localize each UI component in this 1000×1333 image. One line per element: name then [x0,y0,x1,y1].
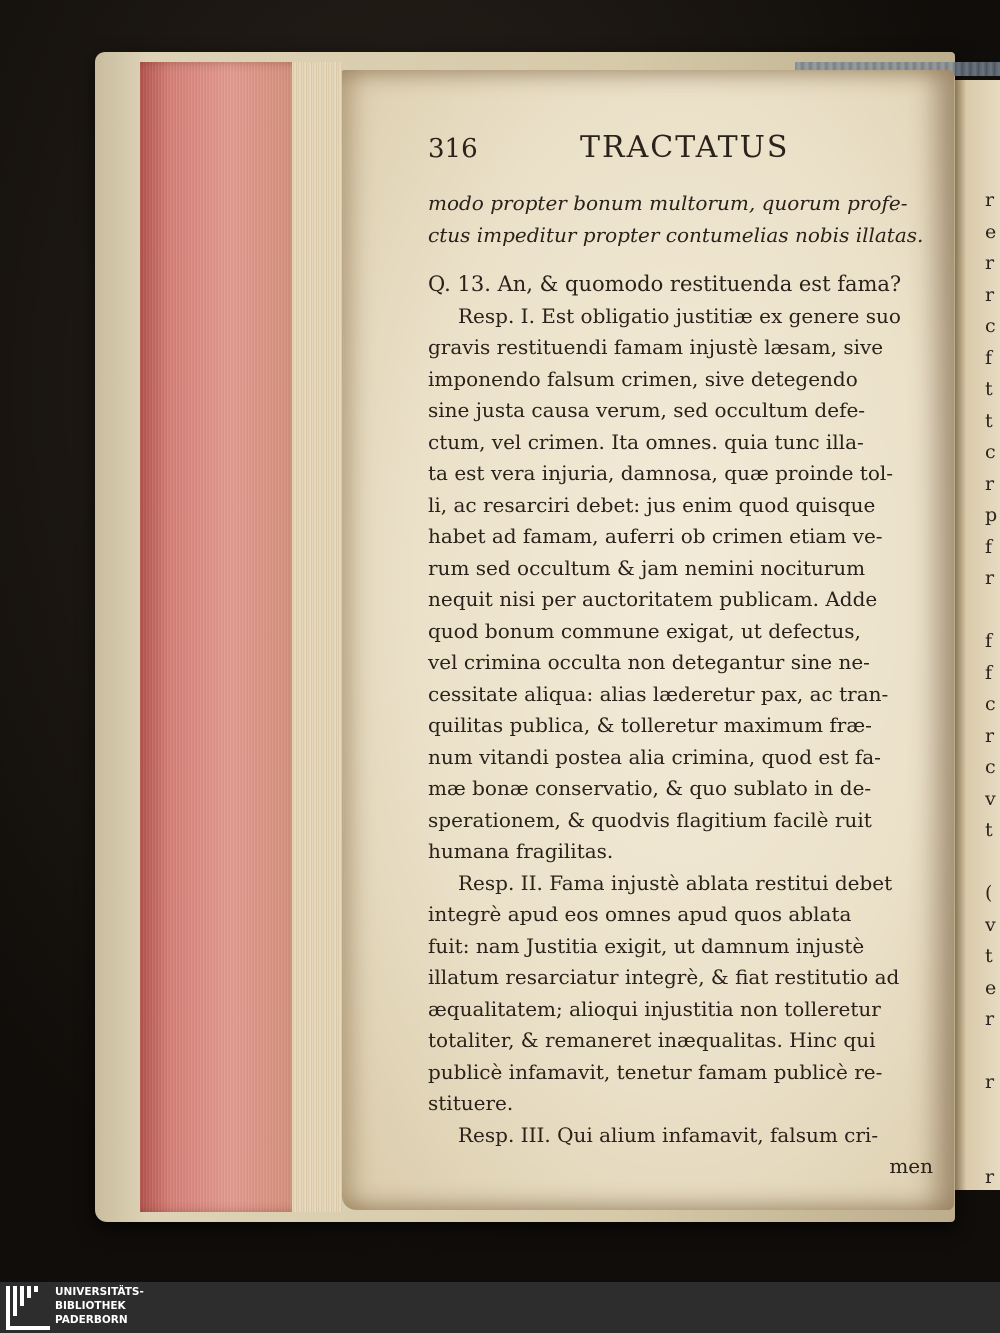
text-line: stituere. [428,1091,514,1115]
facing-page-letter: c [985,693,996,715]
text-line: Resp. II. Fama injustè ablata restitui debet [458,870,893,895]
text-line: mæ bonæ conservatio, & quo sublato in de- [428,776,872,800]
facing-page-letter: t [985,819,993,841]
facing-page-letter: f [985,535,993,558]
page-number: 316 [428,134,478,164]
facing-page-letter: r [985,1008,995,1030]
library-logo-icon [6,1286,50,1330]
text-line: quilitas publica, & tolleretur maximum fræ- [428,713,872,737]
running-head [428,128,928,168]
facing-page-letter: r [985,1071,995,1093]
facing-page-letter [985,1036,1000,1068]
text-line: æqualitatem; alioqui injustitia non tolleretur [428,996,881,1021]
text-line: ta est vera injuria, damnosa, quæ proinde tol- [428,461,894,485]
facing-page-letter: r [985,724,995,747]
text-line: humana fragilitas. [428,839,614,863]
facing-page-letter: e [985,220,997,243]
text-line: gravis restituendi famam injustè læsam, sive [428,335,884,359]
facing-page-letter: v [985,913,996,936]
text-line: fuit: nam Justitia exigit, ut damnum injustè [428,933,865,958]
facing-page-letter: t [985,378,993,400]
text-line: Resp. I. Est obligatio justitiæ ex genere suo [458,303,901,328]
text-line: ctum, vel crimen. Ita omnes. quia tunc illa- [428,429,864,454]
text-line: Resp. III. Qui alium infamavit, falsum cri- [458,1122,879,1147]
facing-page-letter: v [985,787,996,810]
text-line: cessitate aliqua: alias læderetur pax, ac tran- [428,681,889,706]
facing-page-letter: c [985,441,996,463]
text-line: sine justa causa verum, sed occultum defe- [428,398,866,422]
text-line: publicè infamavit, tenetur famam publicè re- [428,1059,883,1084]
facing-page-letter [985,595,1000,627]
facing-page-letter: r [985,567,995,589]
facing-page-letter: f [985,346,993,369]
library-name-line: UNIVERSITÄTS- [55,1286,144,1298]
facing-page-letter: ( [985,882,993,904]
text-line: habet ad famam, auferri ob crimen etiam ve- [428,524,883,548]
facing-page-letter: t [985,409,993,432]
library-name-line: BIBLIOTHEK [55,1300,126,1312]
facing-page-letter: p [985,504,998,526]
facing-page-letter: r [985,472,995,495]
library-name [55,1285,144,1327]
facing-page-letter [985,1130,1000,1162]
text-line: rum sed occultum & jam nemini nociturum [428,555,866,580]
facing-page-letter: c [985,315,996,337]
facing-page-letter: t [985,945,993,967]
page-edges-inner [292,62,342,1212]
text-line: vel crimina occulta non detegantur sine ne- [428,650,870,674]
facing-page-letter: r [985,1165,995,1188]
facing-page-letter: r [985,189,995,211]
text-line: nequit nisi per auctoritatem publicam. Adde [428,587,878,611]
facing-page-letter: e [985,976,997,999]
text-line: modo propter bonum multorum, quorum profe- [428,191,908,215]
facing-page-letter: r [985,252,995,274]
facing-page-letter: c [985,756,996,778]
catchword: men [889,1154,933,1178]
facing-page-letter [985,1099,1000,1131]
facing-page-letter: f [985,630,993,652]
running-head-title: TRACTATUS [580,130,790,165]
text-line: illatum resarciatur integrè, & fiat restitutio ad [428,965,900,989]
facing-page-letter [985,847,1000,879]
page-text [428,188,933,1183]
text-line: sperationem, & quodvis flagitium facilè ruit [428,807,872,832]
text-line: li, ac resarciri debet: jus enim quod quisque [428,492,876,517]
text-line: ctus impeditur propter contumelias nobis illatas. [428,222,924,247]
text-line: integrè apud eos omnes apud quos ablata [428,902,852,926]
facing-page-text [985,185,1000,1193]
facing-page-letter: f [985,661,993,684]
text-line: num vitandi postea alia crimina, quod est fa- [428,744,881,769]
question-heading: Q. 13. An, & quomodo restituenda est fama? [428,272,902,296]
text-line: imponendo falsum crimen, sive detegendo [428,366,858,391]
facing-page-letter: r [985,283,995,306]
library-footer [0,1282,1000,1333]
paragraph-gap [428,251,933,269]
text-line: totaliter, & remaneret inæqualitas. Hinc qui [428,1028,876,1052]
library-name-line: PADERBORN [55,1314,128,1326]
text-line: quod bonum commune exigat, ut defectus, [428,618,861,643]
